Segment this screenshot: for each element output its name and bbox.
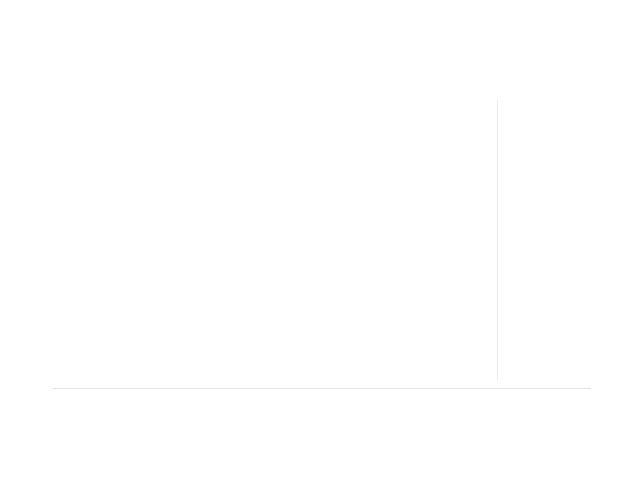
list-item[interactable] [387, 220, 492, 232]
list-item[interactable] [387, 341, 492, 353]
list-item[interactable] [53, 366, 158, 378]
list-item[interactable] [387, 416, 492, 428]
list-item[interactable] [163, 220, 268, 232]
list-item[interactable] [273, 148, 378, 160]
list-item[interactable] [53, 439, 158, 451]
list-item[interactable] [53, 173, 158, 185]
list-item[interactable] [273, 416, 378, 428]
list-item[interactable] [53, 123, 158, 135]
list-item[interactable] [53, 353, 158, 365]
list-item[interactable] [53, 341, 158, 353]
list-item[interactable] [497, 426, 602, 438]
list-item[interactable] [273, 135, 378, 147]
list-item[interactable] [387, 232, 492, 244]
list-item[interactable] [497, 328, 602, 340]
list-item[interactable] [387, 282, 492, 294]
list-item[interactable] [53, 220, 158, 232]
list-item[interactable] [387, 160, 492, 172]
list-item[interactable] [387, 245, 492, 257]
list-item[interactable] [497, 207, 602, 219]
list-item[interactable] [163, 404, 268, 416]
list-item[interactable] [497, 366, 602, 378]
list-item[interactable] [387, 257, 492, 269]
list-item[interactable] [163, 328, 268, 340]
list-item[interactable] [53, 328, 158, 340]
list-item[interactable] [497, 316, 602, 328]
list-item[interactable] [163, 427, 268, 439]
list-item[interactable] [53, 303, 158, 315]
list-item[interactable] [163, 341, 268, 353]
list-item[interactable] [273, 341, 378, 353]
list-item[interactable] [497, 303, 602, 315]
list-item[interactable] [273, 38, 378, 50]
list-item[interactable] [53, 245, 158, 257]
list-item[interactable] [163, 135, 268, 147]
list-item[interactable] [273, 51, 378, 63]
list-item[interactable] [387, 148, 492, 160]
list-item[interactable] [497, 76, 602, 88]
list-item[interactable] [273, 63, 378, 75]
list-item[interactable] [53, 316, 158, 328]
list-item[interactable] [163, 148, 268, 160]
list-item[interactable] [497, 148, 602, 160]
list-item[interactable] [273, 404, 378, 416]
list-item[interactable] [387, 303, 492, 315]
list-item[interactable] [163, 316, 268, 328]
list-item[interactable] [387, 439, 492, 451]
list-item[interactable] [163, 51, 268, 63]
list-item[interactable] [497, 282, 602, 294]
list-item[interactable] [497, 270, 602, 282]
list-item[interactable] [163, 439, 268, 451]
list-item[interactable] [497, 38, 602, 50]
list-item[interactable] [497, 63, 602, 75]
list-item[interactable] [497, 403, 602, 415]
list-item[interactable] [273, 353, 378, 365]
list-item[interactable] [163, 123, 268, 135]
list-item[interactable] [163, 232, 268, 244]
list-item[interactable] [497, 123, 602, 135]
list-item[interactable] [497, 51, 602, 63]
list-item[interactable] [387, 51, 492, 63]
list-item[interactable] [273, 220, 378, 232]
list-item[interactable] [273, 303, 378, 315]
list-item[interactable] [163, 416, 268, 428]
list-item[interactable] [497, 232, 602, 244]
list-item[interactable] [163, 173, 268, 185]
list-item[interactable] [163, 270, 268, 282]
list-item[interactable] [163, 63, 268, 75]
list-item[interactable] [387, 88, 492, 100]
list-item[interactable] [273, 282, 378, 294]
list-item[interactable] [273, 160, 378, 172]
section-divider [53, 388, 591, 389]
list-item[interactable] [273, 173, 378, 185]
list-item[interactable] [497, 341, 602, 353]
list-item[interactable] [497, 88, 602, 100]
list-item[interactable] [163, 257, 268, 269]
list-item[interactable] [163, 366, 268, 378]
list-item[interactable] [53, 148, 158, 160]
list-item[interactable] [387, 63, 492, 75]
list-item[interactable] [53, 88, 158, 100]
list-item[interactable] [163, 207, 268, 219]
list-item[interactable] [53, 38, 158, 50]
list-item[interactable] [497, 437, 602, 449]
list-item[interactable] [53, 404, 158, 416]
list-item[interactable] [53, 160, 158, 172]
list-item[interactable] [497, 245, 602, 257]
list-item[interactable] [53, 76, 158, 88]
list-item[interactable] [273, 245, 378, 257]
list-item[interactable] [163, 160, 268, 172]
list-item[interactable] [273, 123, 378, 135]
list-item[interactable] [163, 38, 268, 50]
list-item[interactable] [497, 220, 602, 232]
list-item[interactable] [387, 328, 492, 340]
list-item[interactable] [273, 88, 378, 100]
list-item[interactable] [273, 76, 378, 88]
list-item[interactable] [497, 135, 602, 147]
list-item[interactable] [163, 76, 268, 88]
list-item[interactable] [53, 270, 158, 282]
list-item[interactable] [387, 207, 492, 219]
list-item[interactable] [387, 270, 492, 282]
list-item[interactable] [387, 76, 492, 88]
list-item[interactable] [387, 353, 492, 365]
list-item[interactable] [53, 135, 158, 147]
list-item[interactable] [163, 353, 268, 365]
list-item[interactable] [273, 316, 378, 328]
list-item[interactable] [53, 282, 158, 294]
list-item[interactable] [497, 257, 602, 269]
list-item[interactable] [387, 123, 492, 135]
list-item[interactable] [387, 316, 492, 328]
list-item[interactable] [497, 353, 602, 365]
list-item[interactable] [53, 416, 158, 428]
list-item[interactable] [387, 135, 492, 147]
list-item[interactable] [387, 38, 492, 50]
list-item[interactable] [497, 391, 602, 403]
list-item[interactable] [163, 303, 268, 315]
list-item[interactable] [53, 257, 158, 269]
list-item[interactable] [53, 207, 158, 219]
list-item[interactable] [387, 404, 492, 416]
list-item[interactable] [163, 88, 268, 100]
list-item[interactable] [273, 232, 378, 244]
list-item[interactable] [273, 328, 378, 340]
list-item[interactable] [497, 173, 602, 185]
list-item[interactable] [53, 232, 158, 244]
list-item[interactable] [387, 173, 492, 185]
list-item[interactable] [497, 160, 602, 172]
list-item[interactable] [53, 51, 158, 63]
column-divider [497, 100, 498, 380]
list-item[interactable] [273, 207, 378, 219]
list-item[interactable] [387, 427, 492, 439]
list-item[interactable] [273, 427, 378, 439]
list-item[interactable] [53, 427, 158, 439]
list-item[interactable] [273, 439, 378, 451]
list-item[interactable] [163, 245, 268, 257]
list-item[interactable] [163, 282, 268, 294]
list-item[interactable] [273, 257, 378, 269]
list-item[interactable] [273, 270, 378, 282]
list-item[interactable] [53, 63, 158, 75]
list-item[interactable] [497, 414, 602, 426]
